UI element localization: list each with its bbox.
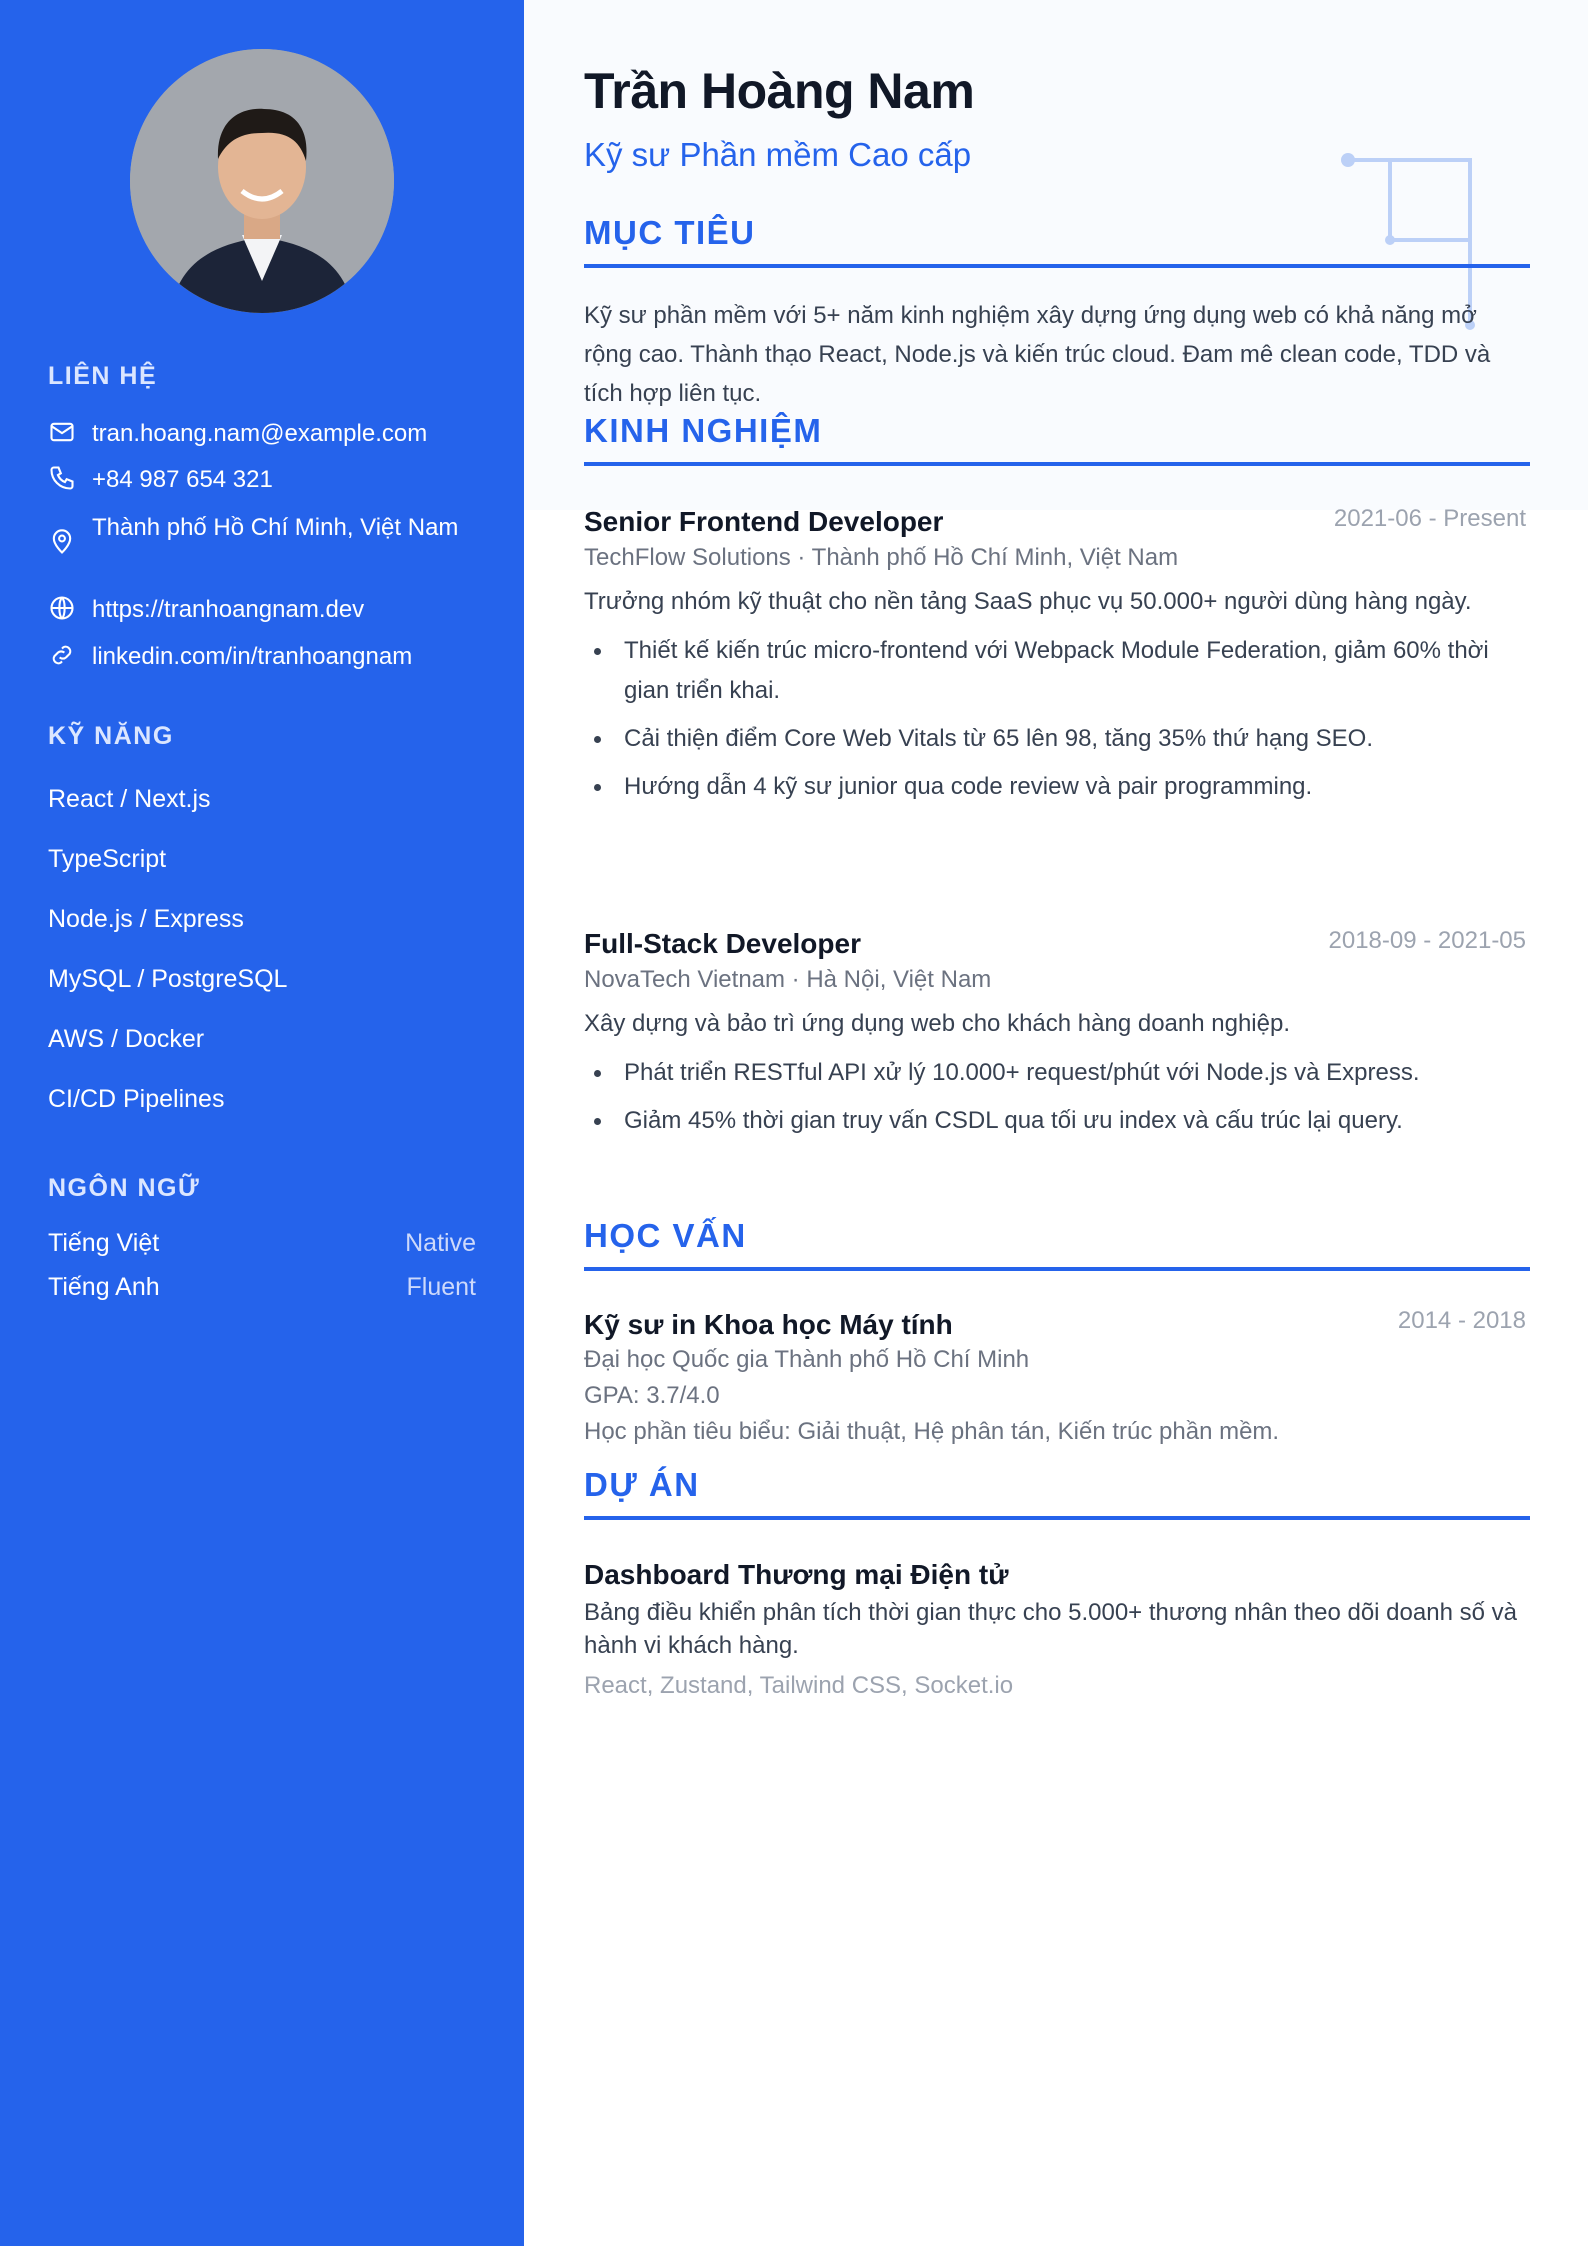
job-title: Full-Stack Developer [584,928,861,959]
phone-text: +84 987 654 321 [92,466,273,493]
experience-heading: KINH NGHIỆM [584,412,1530,466]
gpa: GPA: 3.7/4.0 [584,1382,720,1409]
location-text: Thành phố Hồ Chí Minh, Việt Nam [92,514,459,541]
objective-heading: MỤC TIÊU [584,214,1530,268]
skills-heading: KỸ NĂNG [48,722,174,750]
skill-item: React / Next.js [48,785,211,813]
candidate-name: Trần Hoàng Nam [584,63,975,119]
job-description: Trưởng nhóm kỹ thuật cho nền tảng SaaS phục vụ 50.000+ người dùng hàng ngày. [584,588,1472,615]
job-description: Xây dựng và bảo trì ứng dụng web cho khách hàng doanh nghiệp. [584,1010,1290,1037]
job-title: Senior Frontend Developer [584,506,944,537]
projects-heading: DỰ ÁN [584,1466,1530,1520]
languages-heading: NGÔN NGỮ [48,1174,201,1202]
job-company: TechFlow Solutions · Thành phố Hồ Chí Minh, Việt Nam [584,544,1179,571]
project-tech: React, Zustand, Tailwind CSS, Socket.io [584,1672,1014,1699]
contact-website[interactable] [48,594,492,626]
phone-icon [48,464,76,492]
skill-item: TypeScript [48,845,167,873]
contact-linkedin[interactable] [48,641,492,673]
language-level: Native [405,1229,476,1257]
link-icon [48,641,76,669]
contact-email[interactable] [48,418,492,450]
email-text: tran.hoang.nam@example.com [92,420,428,447]
project-name: Dashboard Thương mại Điện tử [584,1559,1009,1590]
project-description: Bảng điều khiển phân tích thời gian thực cho 5.000+ thương nhân theo dõi doanh số và hành vi khách hàng. [584,1599,1517,1659]
avatar [130,49,394,313]
contact-location [48,512,492,556]
language-row [48,1273,476,1302]
school-name: Đại học Quốc gia Thành phố Hồ Chí Minh [584,1346,1030,1373]
contact-heading: LIÊN HỆ [48,362,158,390]
language-level: Fluent [406,1273,476,1301]
skill-item: CI/CD Pipelines [48,1085,225,1113]
sidebar [0,0,524,2246]
map-pin-icon [48,528,76,556]
list-item: Phát triển RESTful API xử lý 10.000+ request/phút với Node.js và Express. [584,1053,1504,1093]
education-date: 2014 - 2018 [1397,1307,1526,1334]
list-item: Hướng dẫn 4 kỹ sư junior qua code review và pair programming. [584,767,1504,807]
education-heading: HỌC VẤN [584,1217,1530,1271]
linkedin-link: linkedin.com/in/tranhoangnam [92,643,413,670]
profile-photo [130,49,394,313]
objective-text: Kỹ sư phần mềm với 5+ năm kinh nghiệm xây dựng ứng dụng web có khả năng mở rộng cao. Thành thạo React, Node.js và kiến trúc cloud. Đam mê clean code, TDD và tích hợp liên tục. [584,302,1491,407]
job-date: 2018-09 - 2021-05 [1328,927,1526,954]
mail-icon [48,418,76,446]
website-link: https://tranhoangnam.dev [92,596,365,623]
skill-item: Node.js / Express [48,905,244,933]
job-date: 2021-06 - Present [1333,505,1526,532]
list-item: Giảm 45% thời gian truy vấn CSDL qua tối ưu index và cấu trúc lại query. [584,1101,1504,1141]
skill-item: MySQL / PostgreSQL [48,965,288,993]
list-item: Cải thiện điểm Core Web Vitals từ 65 lên 98, tăng 35% thứ hạng SEO. [584,719,1504,759]
skill-item: AWS / Docker [48,1025,205,1053]
list-item: Thiết kế kiến trúc micro-frontend với Webpack Module Federation, giảm 60% thời gian triển khai. [584,631,1504,711]
courses: Học phần tiêu biểu: Giải thuật, Hệ phân tán, Kiến trúc phần mềm. [584,1418,1280,1445]
job-company: NovaTech Vietnam · Hà Nội, Việt Nam [584,966,992,993]
globe-icon [48,594,76,622]
language-name: Tiếng Anh [48,1273,160,1301]
language-row [48,1229,476,1258]
candidate-title: Kỹ sư Phần mềm Cao cấp [584,136,972,173]
degree-title: Kỹ sư in Khoa học Máy tính [584,1309,953,1340]
contact-phone[interactable] [48,464,492,496]
job-bullets [584,631,1504,815]
language-name: Tiếng Việt [48,1229,160,1257]
job-bullets [584,1053,1504,1149]
